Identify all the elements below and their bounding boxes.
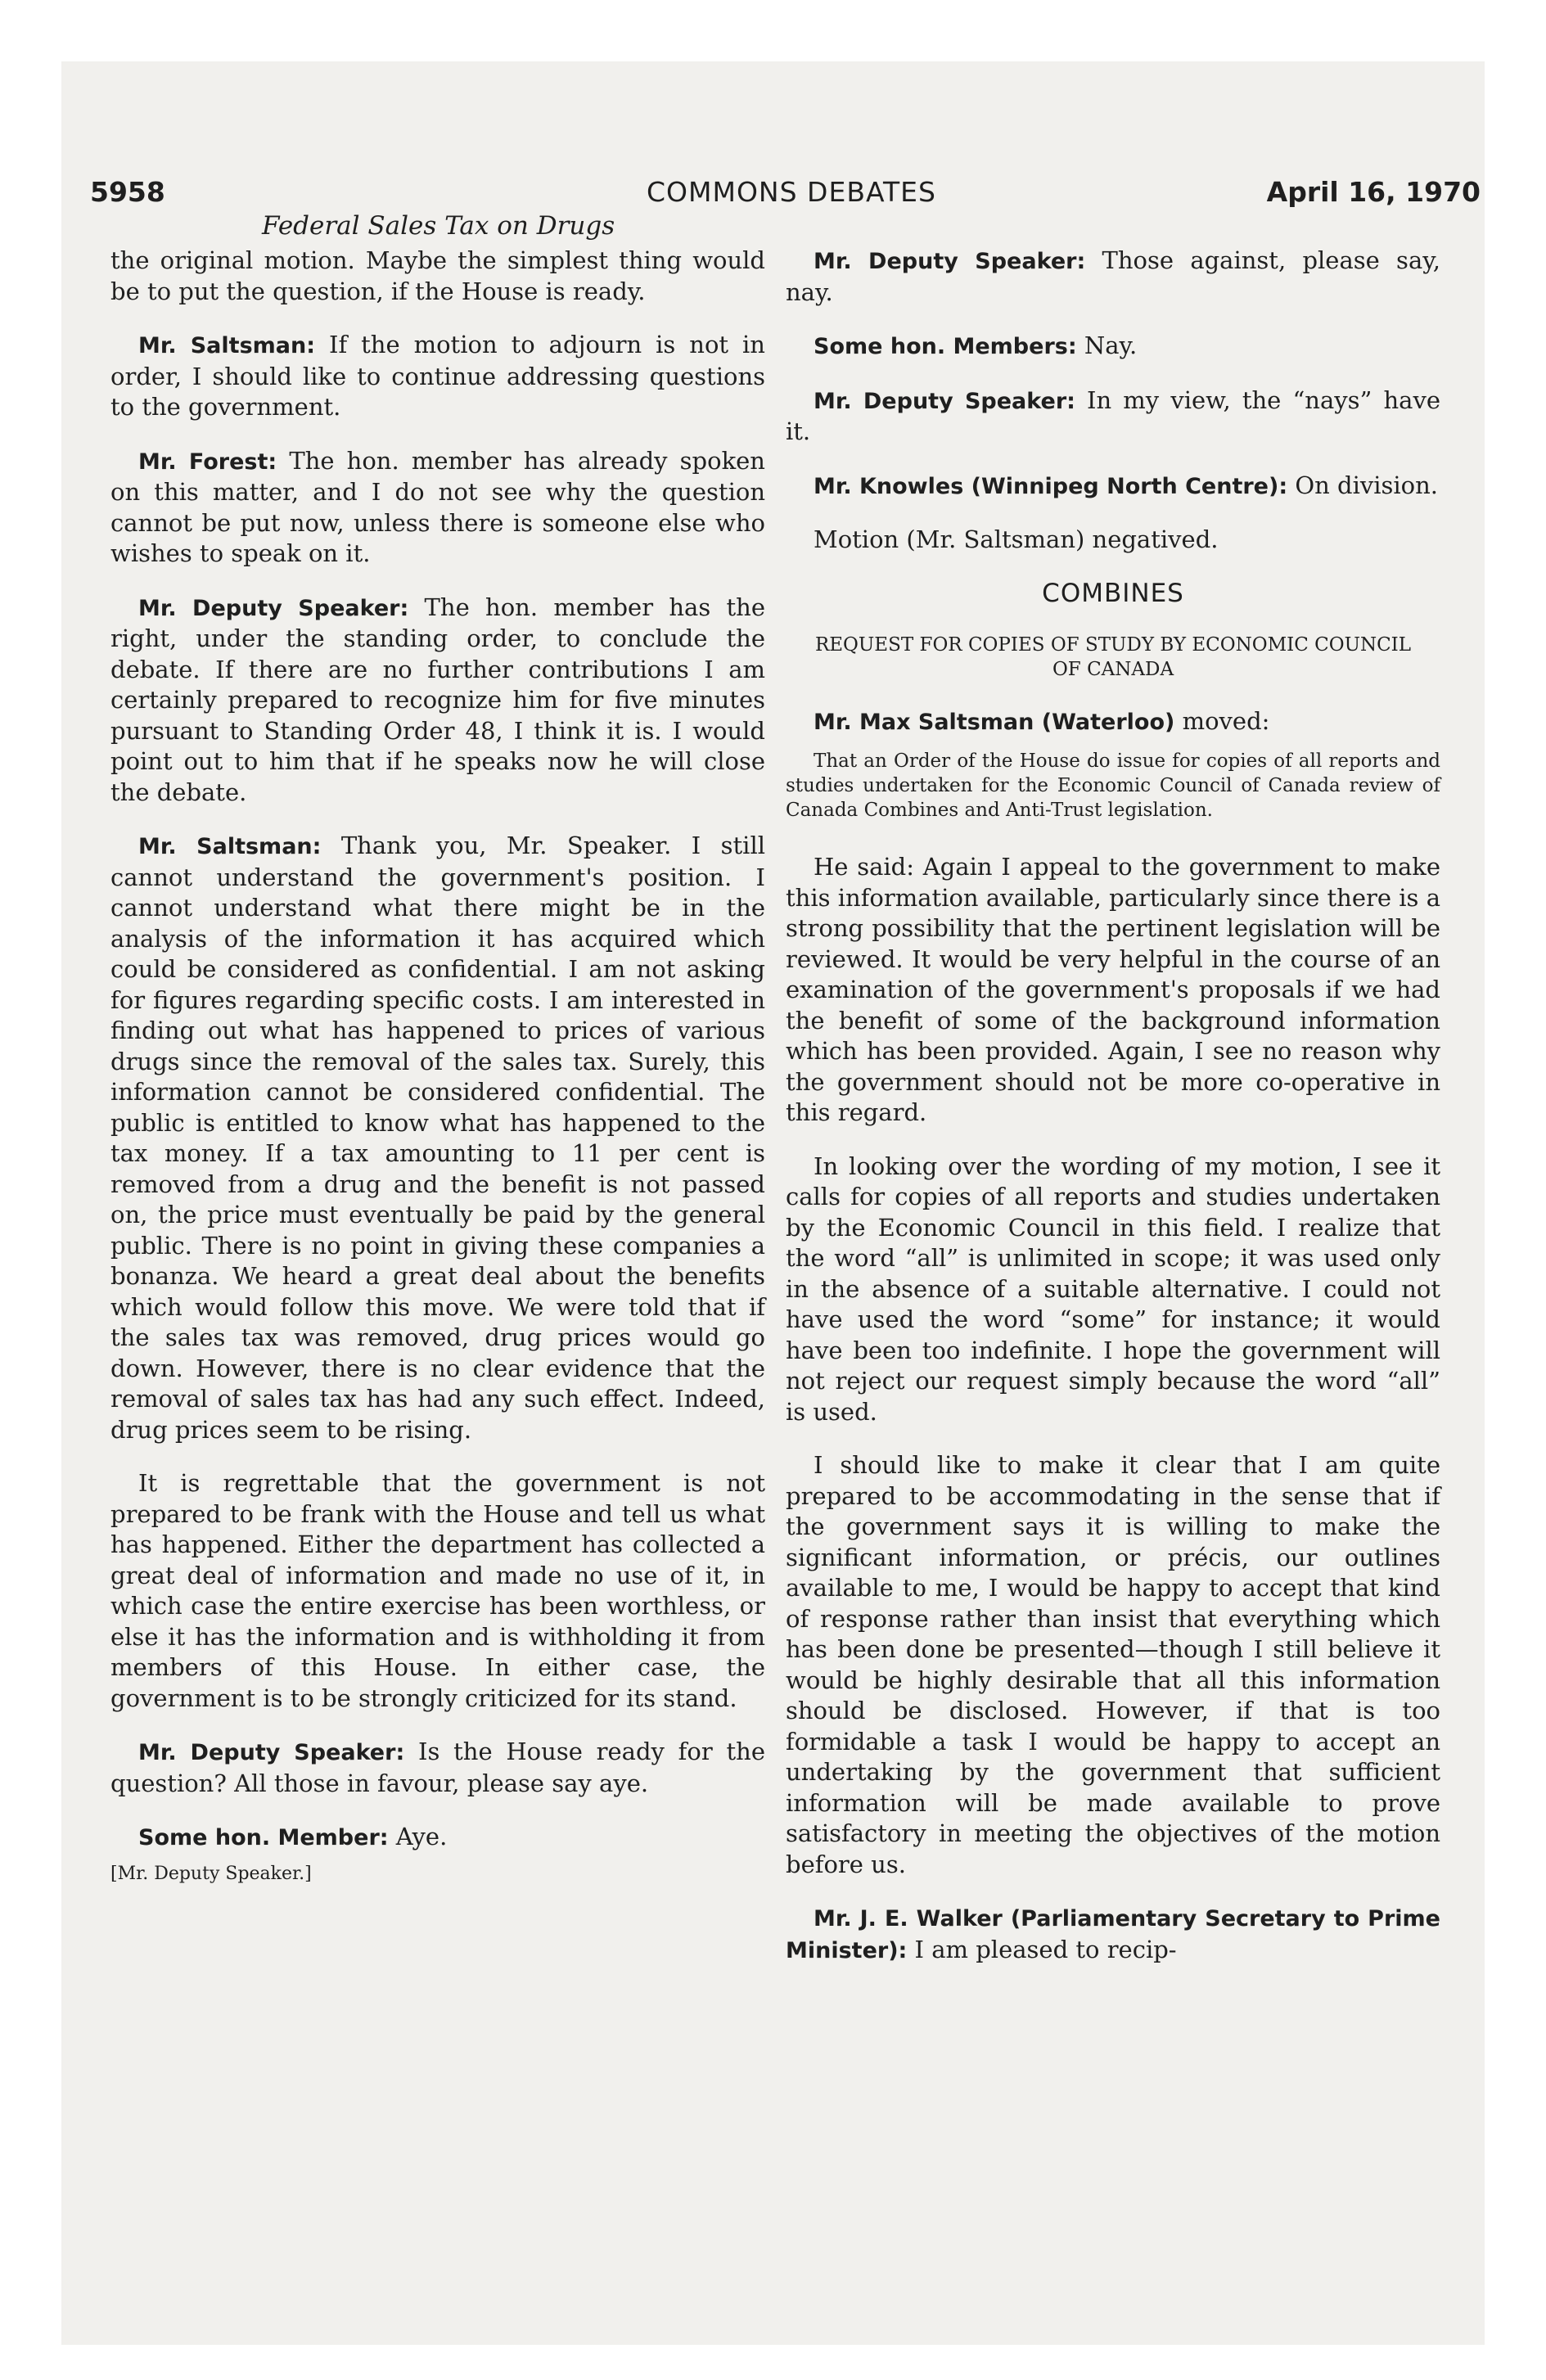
paragraph (110, 831, 765, 1445)
paragraph (110, 1822, 765, 1854)
speaker-name: Mr. Saltsman: (138, 834, 322, 859)
paragraph (110, 1737, 765, 1799)
left-column (110, 246, 765, 1886)
speaker-name: Some hon. Member: (138, 1825, 389, 1850)
chair-note: [Mr. Deputy Speaker.] (110, 1863, 312, 1884)
speaker-name: Mr. Max Saltsman (Waterloo) (814, 709, 1175, 735)
paragraph (110, 446, 765, 570)
paragraph: He said: Again I appeal to the government to make this information available, particularly since there is a strong possibility that the pertinent legislation will be reviewed. It would be very helpful in the course of an examination of the government's proposals if we had the benefit of some of the background information which has been provided. Again, I see no reason why the government should not be more co-operative in this regard. (786, 853, 1440, 1126)
paragraph: In looking over the wording of my motion, I see it calls for copies of all reports and studies undertaken by the Economic Council in this field. I realize that the word “all” is unlimited in scope; it was used only in the absence of a suitable alternative. I could not have used the word “some” for instance; it would have been too indefinite. I hope the government will not reject our request simply because the word “all” is used. (786, 1152, 1440, 1426)
speaker-name: Mr. Deputy Speaker: (814, 388, 1075, 414)
speaker-name: Mr. Deputy Speaker: (814, 249, 1086, 274)
running-subhead: Federal Sales Tax on Drugs (262, 211, 615, 241)
paragraph: It is regrettable that the government is not prepared to be frank with the House and tell us what has happened. Either the department has collected a great deal of information and made no use of it, in which case the entire exercise has been worthless, or else it has the information and is withholding it from members of this House. In either case, the government is to be strongly criticized for its stand. (110, 1469, 765, 1712)
speech-text: Thank you, Mr. Speaker. I still cannot understand the government's position. I cannot understand what there might be in the analysis of the information it has acquired which could be considered as confidential. I am not asking for figures regarding specific costs. I am interested in finding out what has happened to prices of various drugs since the removal of the sales tax. Surely, this information cannot be considered confidential. The public is entitled to know what has happened to the tax money. If a tax amounting to 11 per cent is removed from a drug and the benefit is not passed on, the price must eventually be paid by the general public. There is no point in giving these companies a bonanza. We heard a great deal about the benefits which would follow this move. We were told that if the sales tax was removed, drug prices would go down. However, there is no clear evidence that the removal of sales tax has had any such effect. Indeed, drug prices seem to be rising. (110, 832, 765, 1444)
page-date: April 16, 1970 (1266, 176, 1481, 208)
speaker-name: Mr. Deputy Speaker: (138, 1740, 405, 1765)
speaker-name: Mr. Knowles (Winnipeg North Centre): (814, 473, 1288, 499)
paragraph (786, 471, 1440, 503)
speech-text: If the motion to adjourn is not in order, I should like to continue addressing questions to the government. (110, 331, 765, 421)
speech-text: Is the House ready for the question? All those in favour, please say aye. (110, 1738, 765, 1797)
page-number: 5958 (90, 176, 165, 208)
paragraph: Motion (Mr. Saltsman) negatived. (814, 525, 1219, 553)
paragraph (786, 385, 1440, 448)
speech-text: In my view, the “nays” have it. (786, 385, 1440, 445)
paragraph (110, 593, 765, 809)
paragraph (786, 331, 1440, 363)
speech-text: The hon. member has already spoken on this matter, and I do not see why the question cannot be put now, unless there is someone else who wishes to speak on it. (110, 446, 765, 567)
speech-text: The hon. member has the right, under the standing order, to conclude the debate. If there are no further contributions I am certainly prepared to recognize him for five minutes pursuant to Standing Order 48, I think it is. I would point out to him that if he speaks now he will close the debate. (110, 593, 765, 806)
paragraph (786, 706, 1440, 738)
speech-text: On division. (1287, 471, 1439, 499)
motion-text: That an Order of the House do issue for copies of all reports and studies undertaken for the Economic Council of Canada review of Canada Combines and Anti-Trust legislation. (786, 751, 1440, 821)
speaker-name: Mr. Forest: (138, 449, 277, 475)
right-column (786, 246, 1440, 1989)
paragraph: the original motion. Maybe the simplest thing would be to put the question, if the House is ready. (110, 246, 765, 305)
speaker-name: Mr. Deputy Speaker: (138, 595, 409, 621)
section-subtitle: REQUEST FOR COPIES OF STUDY BY ECONOMIC COUNCIL OF CANADA (814, 633, 1412, 680)
speaker-name: Mr. J. E. Walker (Parliamentary Secretary to Prime Minister): (786, 1906, 1440, 1963)
speaker-name: Mr. Saltsman: (138, 333, 316, 358)
speech-text: moved: (1174, 706, 1270, 735)
paragraph (786, 246, 1440, 308)
speech-text: Nay. (1076, 331, 1138, 359)
speech-text: Aye. (388, 1823, 448, 1850)
paragraph (110, 330, 765, 423)
speech-text: I am pleased to recip- (907, 1935, 1177, 1963)
section-title: COMBINES (1042, 578, 1184, 608)
page-title: COMMONS DEBATES (647, 176, 936, 208)
paragraph (786, 1903, 1440, 1966)
paragraph: I should like to make it clear that I am quite prepared to be accommodating in the sense that if the government says it is willing to make the significant information, or précis, our outlines available to me, I would be happy to accept that kind of response rather than insist that everything which has been done be presented—though I still believe it would be highly desirable that all this information should be disclosed. However, if that is too formidable a task I would be happy to accept an undertaking by the government that sufficient information will be made available to prove satisfactory in meeting the objectives of the motion before us. (786, 1451, 1440, 1878)
speech-text: Those against, please say, nay. (786, 246, 1440, 306)
speaker-name: Some hon. Members: (814, 334, 1077, 359)
